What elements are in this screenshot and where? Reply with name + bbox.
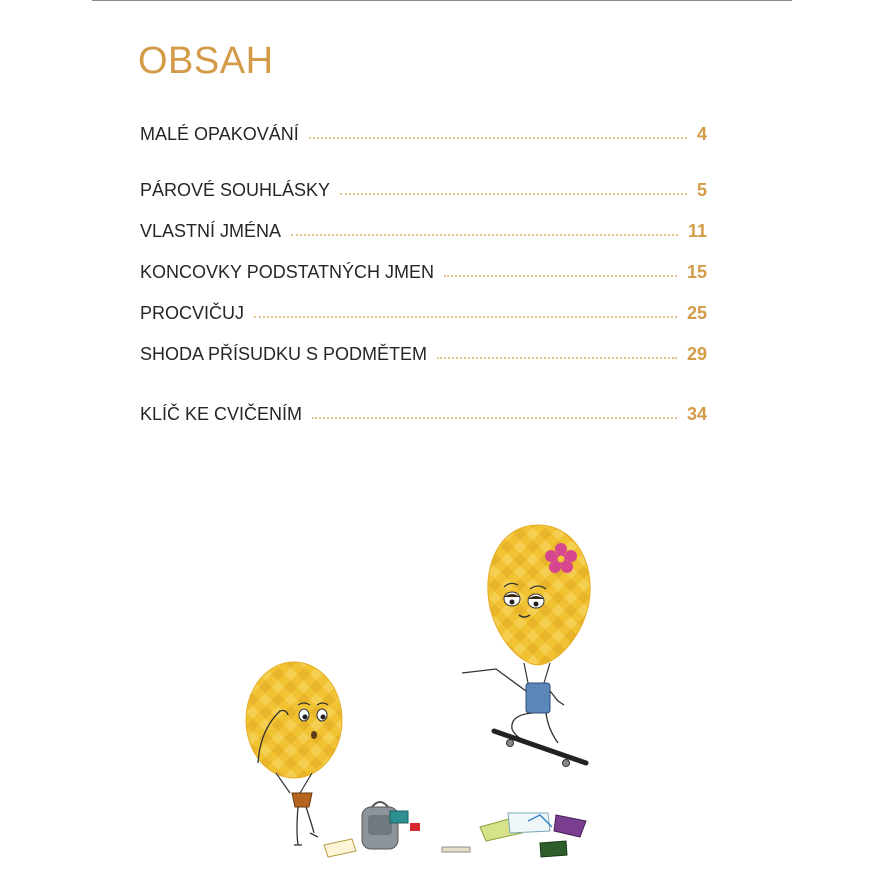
skateboard-icon <box>494 731 586 767</box>
toc-item-page: 11 <box>687 221 707 241</box>
toc-item-label: PROCVIČUJ <box>140 303 245 323</box>
toc-leader-dots <box>444 275 677 277</box>
skateboarding-balloon-character <box>462 525 590 743</box>
book-icon <box>324 839 356 857</box>
toc-leader-dots <box>340 193 687 195</box>
pencil-icon <box>442 847 470 852</box>
toc-leader-dots <box>309 137 687 139</box>
toc-leader-dots <box>254 316 677 318</box>
balloon-characters-illustration <box>240 515 610 865</box>
toc-leader-dots <box>312 417 677 419</box>
toc-leader-dots <box>437 357 677 359</box>
toc-item-page: 25 <box>686 303 707 323</box>
toc-item-parove-souhlasky[interactable] <box>140 178 707 202</box>
toc-leader-dots <box>291 234 678 236</box>
toc-item-label: SHODA PŘÍSUDKU S PODMĚTEM <box>140 344 428 364</box>
toc-item-koncovky[interactable] <box>140 260 707 284</box>
backpack-icon <box>362 802 420 849</box>
toc-item-page: 15 <box>686 262 707 282</box>
page-title: OBSAH <box>138 40 274 82</box>
toc-item-page: 34 <box>686 404 707 424</box>
toc-item-male-opakovani[interactable] <box>140 122 707 146</box>
toc-item-vlastni-jmena[interactable] <box>140 219 707 243</box>
toc-item-label: VLASTNÍ JMÉNA <box>140 221 282 241</box>
toc-item-label: PÁROVÉ SOUHLÁSKY <box>140 180 331 200</box>
sad-balloon-character <box>246 662 342 845</box>
toc-item-label: KLÍČ KE CVIČENÍM <box>140 404 303 424</box>
toc-item-label: KONCOVKY PODSTATNÝCH JMEN <box>140 262 435 282</box>
books-icon <box>480 813 586 857</box>
toc-item-page: 4 <box>696 124 707 144</box>
toc-item-page: 29 <box>686 344 707 364</box>
toc-item-page: 5 <box>696 180 707 200</box>
toc-item-procvicuj[interactable] <box>140 301 707 325</box>
top-rule <box>92 0 792 1</box>
toc-item-shoda[interactable] <box>140 342 707 366</box>
toc-item-label: MALÉ OPAKOVÁNÍ <box>140 124 299 144</box>
toc-item-klic[interactable] <box>140 402 707 426</box>
